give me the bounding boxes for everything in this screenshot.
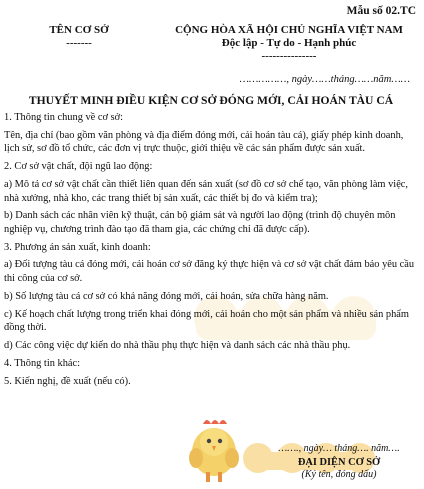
signature-date: ……., ngày… tháng…. năm…. [278, 443, 400, 454]
header-right [154, 24, 418, 63]
section-2a-content: a) Mô tả cơ sở vật chất cần thiết liên quan đến sản xuất (sơ đồ cơ sở chế tạo, văn phòng làm việc, nhà xưởng, nhà kho, các trang thiết bị sản xuất, các thiết bị đo và kiểm tra); [4, 178, 409, 204]
section-3-heading: 3. Phương án sản xuất, kinh doanh: [4, 241, 151, 253]
section-5-heading: 5. Kiến nghị, đề xuất (nếu có). [4, 375, 131, 387]
section-3d-content: d) Các công việc dự kiến do nhà thầu phụ thực hiện và danh sách các nhà thầu phụ. [4, 340, 351, 351]
header-left [4, 24, 154, 63]
form-code: Mẫu số 02.TC [346, 5, 416, 17]
section-2b-content: b) Danh sách các nhân viên kỹ thuật, cán bộ giám sát và người lao động (trình độ chuyên môn nghiệp vụ, chương trình đào tạo đã tham gia, các chứng chỉ đã được cấp). [4, 210, 396, 235]
org-divider: ------- [66, 37, 92, 49]
section-3b-content: b) Số lượng tàu cá cơ sở có khả năng đóng mới, cải hoán, sửa chữa hàng năm. [4, 290, 329, 302]
country-name: CỘNG HÒA XÃ HỘI CHỦ NGHĨA VIỆT NAM [175, 24, 403, 36]
section-1-content: Tên, địa chỉ (bao gồm văn phòng và địa điểm đóng mới, cải hoán tàu cá), giấy phép kinh doanh, lịch sử, sơ đồ tổ chức, các đơn vị trực thuộc, giới thiệu về các sản phẩm được sản xuất. [4, 129, 404, 155]
section-3a-content: a) Đối tượng tàu cá đóng mới, cải hoán cơ sở đăng ký thực hiện và cơ sở vật chất đảm bảo yêu cầu thi công của cơ sở. [4, 259, 415, 285]
signature-note: (Ký tên, đóng dấu) [301, 469, 377, 480]
date-line: ……………, ngày……tháng……năm…… [239, 74, 410, 85]
national-motto: Độc lập - Tự do - Hạnh phúc [221, 37, 357, 49]
motto-divider: --------------- [261, 50, 317, 62]
section-4-heading: 4. Thông tin khác: [4, 357, 80, 369]
section-2-heading: 2. Cơ sở vật chất, đội ngũ lao động: [4, 161, 153, 173]
signature-title: ĐẠI DIỆN CƠ SỞ [297, 457, 381, 468]
document-header [4, 24, 418, 63]
document-body [4, 111, 418, 388]
document-title: THUYẾT MINH ĐIỀU KIỆN CƠ SỞ ĐÓNG MỚI, CẢI HOÁN TÀU CÁ [28, 94, 394, 107]
section-3c-content: c) Kế hoạch chất lượng trong triển khai đóng mới, cải hoán cho một sản phẩm và nhiều sản phẩm đồng thời. [4, 308, 410, 334]
org-name: TÊN CƠ SỞ [49, 24, 109, 36]
section-1-heading: 1. Thông tin chung về cơ sở: [4, 112, 124, 123]
